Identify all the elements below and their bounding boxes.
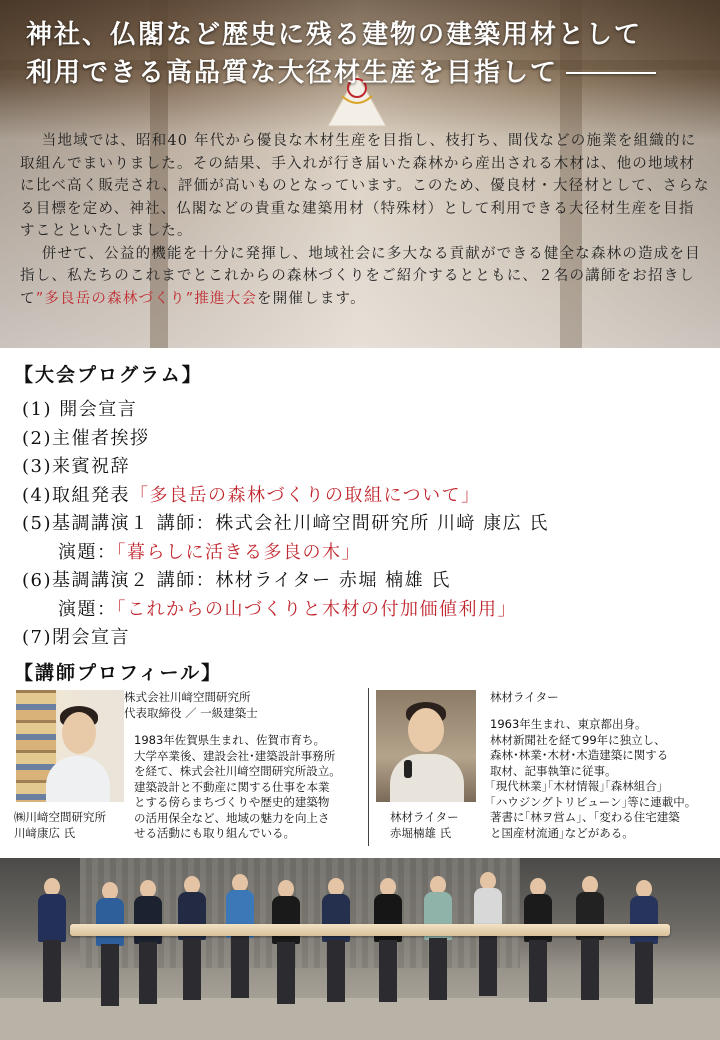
intro-text [20, 130, 710, 310]
speaker-1-photo [16, 690, 124, 802]
program-item: (6)基調講演２ 講師：林材ライター 赤堀 楠雄 氏 [22, 570, 451, 591]
program-list [22, 396, 712, 653]
speaker-1-body [46, 756, 110, 802]
program-item: (7)閉会宣言 [22, 627, 130, 648]
microphone-icon [404, 760, 412, 778]
speaker-1-bio: 1983年佐賀県生まれ、佐賀市育ち。 大学卒業後、建設会社･建築設計事務所 を経て、株式会社川﨑空間研究所設立。 建築設計と不動産に関する仕事を本業 とする傍らまちづくりや歴史的建築物 の活用保全など、地域の魅力を向上さ せる活動にも取り組んでいる。 [134, 733, 341, 840]
page-title [26, 16, 706, 92]
program-item: (5)基調講演１ 講師：株式会社川﨑空間研究所 川﨑 康広 氏 [22, 513, 549, 534]
title-line-2: 利用できる高品質な大径材生産を目指して [26, 58, 559, 88]
program-heading: 【大会プログラム】 [14, 364, 203, 386]
program-item [22, 482, 712, 511]
speaker-2-role: 林材ライター [490, 690, 559, 704]
program-item: (3)来賓祝辞 [22, 456, 130, 477]
speaker-2-photo [376, 690, 476, 802]
speaker-2-face [408, 708, 444, 752]
speaker-1-caption-name: 川﨑康広 氏 [14, 826, 76, 840]
speaker-1-role: 代表取締役 ／ 一級建築士 [124, 706, 258, 720]
title-rule [566, 72, 656, 74]
speaker-2-caption-role: 林材ライター [390, 810, 459, 824]
title-line-1: 神社、仏閣など歴史に残る建物の建築用材として [26, 20, 643, 50]
speaker-heading: 【講師プロフィール】 [14, 662, 223, 684]
hero-banner [0, 0, 720, 348]
program-topic-highlight: 「多良岳の森林づくりの取組について」 [130, 484, 481, 506]
intro-paragraph-1: 当地域では、昭和40 年代から優良な木材生産を目指し、枝打ち、間伐などの施業を組織的に取組んでまいりました。その結果、手入れが行き届いた森林から産出される木材は、他の地域材に比べ高く販売され、評価が高いものとなっています。このため、優良材・大径材として、さらなる目標を定め、神社、仏閣などの貴重な建築用材（特殊材）として利用できる大径材生産を目指すことといたしました。 [20, 133, 710, 239]
speaker-1-face [62, 712, 96, 754]
group-photo [0, 858, 720, 1040]
speaker-2-caption-name: 赤堀楠雄 氏 [390, 826, 452, 840]
speaker-1-org: 株式会社川﨑空間研究所 [124, 690, 251, 704]
title-line-2-row [26, 54, 706, 92]
speaker-divider [368, 688, 369, 846]
program-subitem [22, 539, 712, 568]
timber-log [70, 924, 670, 936]
program-subitem-label: 演題： [58, 598, 117, 620]
speaker-2-bio: 1963年生まれ、東京都出身。 林材新聞社を経て99年に独立し、 森林･林業･木材･木造建築に関する 取材、記事執筆に従事。 ｢現代林業｣｢木材情報｣｢森林組合｣ ｢ハウジングトリビューン｣等に連載中。 著書に｢林ヲ営ム｣、｢変わる住宅建築 と国産材流通｣などがある。 [490, 717, 697, 840]
program-topic-highlight: 「暮らしに活きる多良の木」 [116, 541, 361, 563]
program-topic-highlight: 「これからの山づくりと木材の付加価値利用」 [116, 598, 517, 620]
program-item-label: (4)取組発表 [22, 484, 130, 506]
intro-paragraph-2-text: 併せて、公益的機能を十分に発揮し、地域社会に多大なる貢献ができる健全な森林の造成を目指し、私たちのこれまでとこれからの森林づくりをご紹介するとともに、２名の講師をお招きして [20, 245, 701, 307]
speaker-2-body [390, 754, 464, 802]
program-subitem [22, 596, 712, 625]
speaker-1-caption-org: ㈱川﨑空間研究所 [14, 810, 106, 824]
intro-paragraph-2 [20, 243, 710, 311]
event-name-highlight: ”多良岳の森林づくり”推進大会 [35, 290, 258, 307]
program-subitem-label: 演題： [58, 541, 117, 563]
program-item: (2)主催者挨拶 [22, 427, 150, 449]
program-item: (1) 開会宣言 [22, 399, 138, 420]
intro-paragraph-2-end: を開催します。 [257, 290, 366, 307]
